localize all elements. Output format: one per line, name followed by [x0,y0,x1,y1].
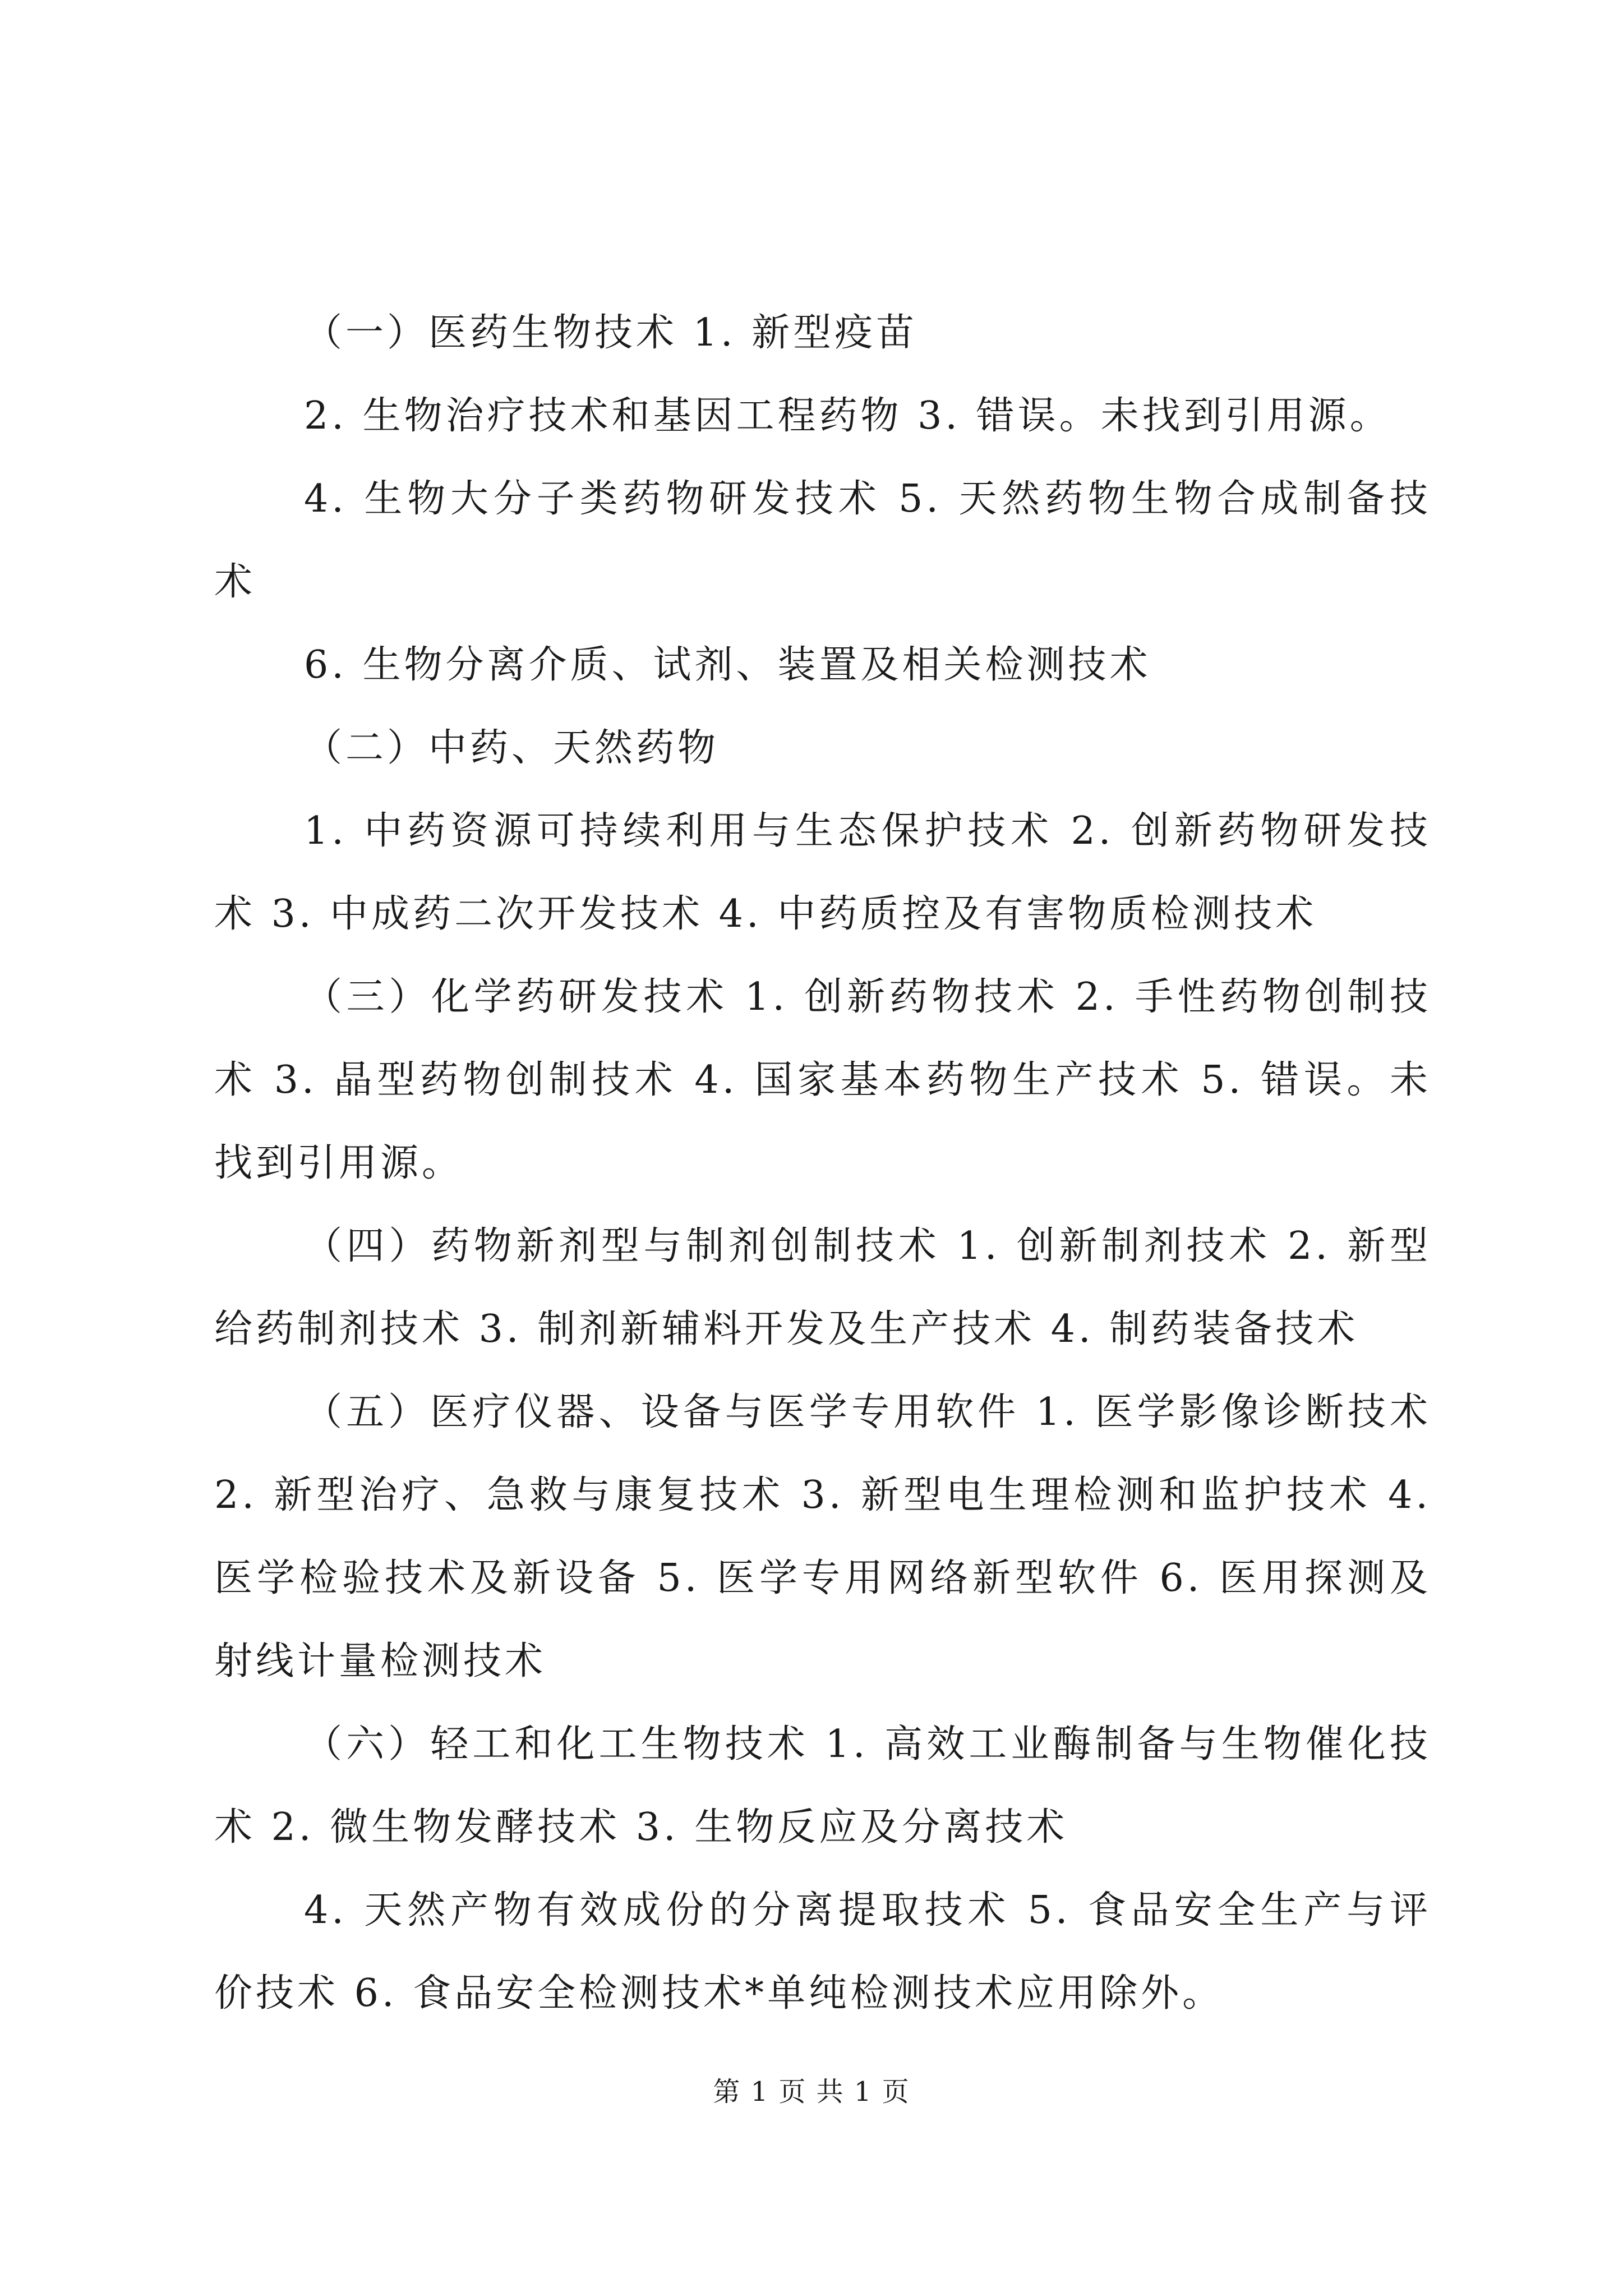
paragraph-7: （三）化学药研发技术 1. 创新药物技术 2. 手性药物创制技术 3. 晶型药物创制技术 4. 国家基本药物生产技术 5. 错误。未找到引用源。 [214,975,1431,1185]
paragraph-8: （四）药物新剂型与制剂创制技术 1. 创新制剂技术 2. 新型给药制剂技术 3. 制剂新辅料开发及生产技术 4. 制药装备技术 [214,1224,1431,1351]
paragraph-6: 1. 中药资源可持续利用与生态保护技术 2. 创新药物研发技术 3. 中成药二次开发技术 4. 中药质控及有害物质检测技术 [214,809,1431,936]
document-body [214,292,1431,2035]
paragraph-1: （一）医药生物技术 1. 新型疫苗 [304,311,918,355]
paragraph-9: （五）医疗仪器、设备与医学专用软件 1. 医学影像诊断技术 2. 新型治疗、急救与康复技术 3. 新型电生理检测和监护技术 4. 医学检验技术及新设备 5. 医学专用网络新型软件 6. 医用探测及射线计量检测技术 [214,1390,1431,1683]
paragraph-11: 4. 天然产物有效成份的分离提取技术 5. 食品安全生产与评价技术 6. 食品安全检测技术*单纯检测技术应用除外。 [214,1888,1431,2016]
paragraph-5: （二）中药、天然药物 [304,726,720,770]
paragraph-2: 2. 生物治疗技术和基因工程药物 3. 错误。未找到引用源。 [304,394,1391,438]
page-number-footer: 第 1 页 共 1 页 [713,2076,910,2108]
paragraph-10: （六）轻工和化工生物技术 1. 高效工业酶制备与生物催化技术 2. 微生物发酵技术 3. 生物反应及分离技术 [214,1722,1431,1849]
paragraph-3: 4. 生物大分子类药物研发技术 5. 天然药物生物合成制备技术 [214,477,1431,604]
paragraph-4: 6. 生物分离介质、试剂、装置及相关检测技术 [304,643,1151,687]
